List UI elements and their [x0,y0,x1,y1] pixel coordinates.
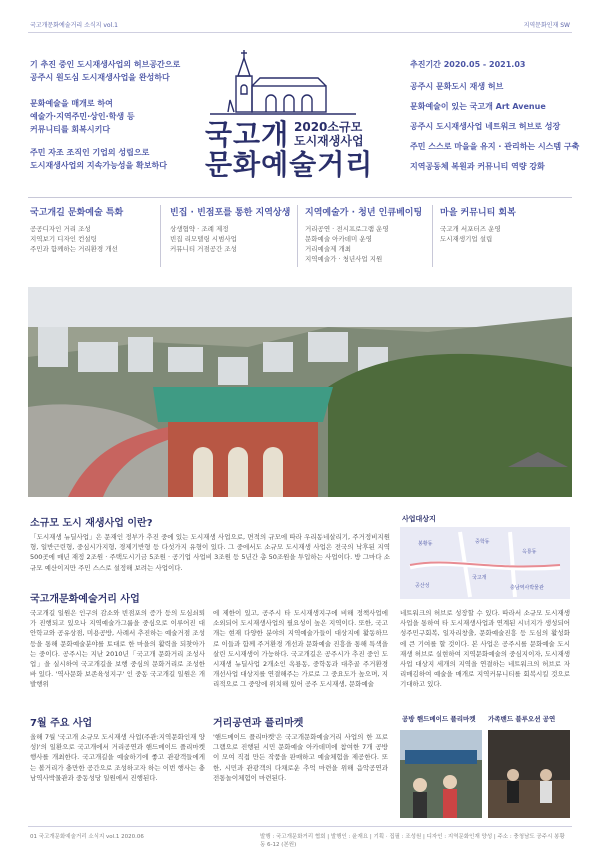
summary-item-4: 주민 스스로 마을을 유지 · 관리하는 시스템 구축 [410,142,580,151]
summary-item-1: 공주시 문화도시 재생 허브 [410,82,504,91]
summary-item-2: 문화예술이 있는 국고개 Art Avenue [410,102,546,111]
subtitle-line-1: 2020소규모 [294,120,363,134]
intro-line: 기 추진 중인 도시재생사업의 허브공간으로 [30,60,181,69]
photo-caption-market: 공방 핸드메이드 플리마켓 [402,715,476,723]
footer [30,832,570,848]
column-item: 도시재생기업 설립 [440,235,493,243]
subtitle-line-2: 도시재생사업 [294,134,364,148]
column-item: 국고개 서포터즈 운영 [440,225,501,233]
column-title: 지역예술가 · 청년 인큐베이팅 [305,208,423,218]
intro-line: 공주시 원도심 도시재생사업을 완성하다 [30,73,170,82]
intro-paragraph-1 [30,58,180,84]
column-divider [297,205,298,267]
section-body-street-mid: 에 제한이 있고, 공주시 타 도시재생지구에 비해 정책사업에 소외되어 도시재생사업의 필요성이 높은 지역이다. 또한, 국고개는 현재 다양한 분야의 지역예술가들이 대상지에 활동하므로 이들과 함께 주거환경 개선과 문화예술 진흥을 통해 특색을 살린 도시재생이 가능하다. 국고개길은 공주시가 추진 중인 도시재생 뉴딜사업 2개소인 옥룡동, 중학동과 대추골 주거환경개선사업 대상지를 연결해주는 가로로 그 중요도가 높으며, 지리적으로 그 중앙에 위치해 있어 공주 도시재생, 문화예술 [213,609,388,689]
intro-paragraph-2 [30,97,135,136]
section-body-performance: '핸드메이드 플리마켓'은 국고개문화예술거리 사업의 한 프로그램으로 진행된 시민 문화예술 아카데미에 참여한 7개 공방이 모여 직접 만든 작품을 판매하고 예술체험을 제공한다. 또한, 시민과 관광객의 다채로운 추억 마련을 위해 음악공연과 전통놀이체험이 마련된다. [213,733,388,782]
title-line-2: 문화예술거리 [205,148,374,181]
map-label: 중학동 [475,539,490,545]
map-label: 국고개 [472,575,487,581]
map-label: 옥룡동 [522,549,537,555]
column-item: 상생협약 · 조례 제정 [170,225,229,233]
header-left: 국고개문화예술거리 소식지 vol.1 [30,22,118,29]
intro-line: 도시재생사업의 지속가능성을 확보하다 [30,161,167,170]
column-item: 지역보기 디자인 컨설팅 [30,235,97,243]
church-logo-icon [208,48,358,120]
column-culture [30,205,160,254]
intro-line: 주민 자조 조직인 기업의 성립으로 [30,148,150,157]
photo-caption-band: 가족밴드 블루오션 공연 [488,715,556,723]
section-body-july: 올해 7월 '국고개 소규모 도시재생 사업(주관:지역문화인재 양성)'의 일환으로 국고개에서 거리공연과 핸드메이드 플리마켓 행사를 개최한다. 국고개길을 예술하기에 좋고 관광객들에게는 볼거리가 충만한 공간으로 조성하고자 하는 이번 행사는 충남역사박물관과 중동성당 일원에서 진행된다. [30,733,205,782]
street-photo-image [28,287,572,497]
section-title-small-regen: 소규모 도시 재생사업 이란? [30,518,153,529]
title-line-1: 국고개 [205,118,290,151]
section-body-street-right: 네트워크의 허브로 성장할 수 있다. 따라서 소규모 도시재생 사업을 통하여 타 도시재생사업과 연계된 시너지가 생성되어 성주민구회복, 일자리창출, 문화예술진흥 등 도심의 활성화에 큰 기여를 할 것이다. 본 사업은 공주시를 문화예술 도시재생 허브로 실현하여 지역문화예술의 중심지이자, 도시재생사업 대상지 세개의 지역을 연결하는 네트워크의 허브로 자리매김하여 예술을 매개로 지역커뮤니티를 회복시킬 것으로 기대하고 있다. [400,609,570,689]
intro-paragraph-3 [30,146,167,172]
section-body-street-left: 국고개길 일원은 인구의 감소와 빈점포의 증가 등의 도심쇠퇴가 진행되고 있으나 지역예술가그룹을 중심으로 이루어진 대안학교와 공유상점, 미용공방, 사례서 추진하는 예술거점 조성 등을 통해 문화예술분야를 토대로 한 마을의 활력을 되찾아가는 중이다. 공주시는 지난 2010년「국고개 문화거리 조성사업」을 실시하여 국고개길을 보행 중심의 문화거리로 조성한 바 있다. '역사문화 보존육성지구' 인 중동 국고개길 일원은 개발행위 [30,609,205,689]
column-title: 빈집 · 빈점포를 통한 지역상생 [170,208,291,218]
band-photo [488,730,570,818]
column-item: 주민과 함께하는 거리환경 개선 [30,245,118,253]
footer-divider [28,826,572,827]
intro-line: 예술가·지역주민·상인·학생 등 [30,112,135,121]
column-community [440,205,570,244]
site-map [400,527,570,599]
header-bar [30,20,570,29]
header-right: 지역문화인재 SW [523,22,570,29]
map-label: 공산성 [415,583,430,589]
column-item: 문화예술 아카데미 운영 [305,235,372,243]
market-photo [400,730,482,818]
summary-item-5: 지역공동체 복원과 커뮤니티 역량 강화 [410,162,545,171]
column-title: 마을 커뮤니티 회복 [440,208,516,218]
column-artists [305,205,435,264]
band-photo-image [488,730,570,818]
section-title-july: 7월 주요 사업 [30,718,93,729]
section-body-small-regen: 「도시재생 뉴딜사업」은 문재인 정부가 추진 중에 있는 도시재생 사업으로, 면적의 규모에 따라 우리동네살리기, 주거정비지원형, 일반근린형, 중심시가지형, 경제기반형 등 다섯가지 유형이 있다. 그 중에서도 소규모 도시재생 사업은 전국의 낙후된 지역 500곳에 매년 재정 2조원 · 주택도시기금 5조원 · 공기업 사업비 3조원 등 5년간 총 50조원을 투입하는 사업이다. 방 그마다 소규모 예산이지만 주민 스스로 설정해 보려는 사업이다. [30,533,390,572]
divider [28,197,572,198]
intro-line: 문화예술을 매개로 하여 [30,99,113,108]
column-item: 커뮤니티 거점공간 조성 [170,245,237,253]
market-photo-image [400,730,482,818]
map-label: 충남역사박물관 [510,585,544,591]
intro-line: 커뮤니티를 회복시키다 [30,125,111,134]
column-item: 빈집 리모델링 시범사업 [170,235,237,243]
section-title-street-project: 국고개문화예술거리 사업 [30,594,140,605]
footer-credits: 발행 : 국고개문화거리 협회 | 발행인 : 윤재요 | 기획 · 집필 : 조성원 | 디자인 : 지역문화인재 양성 | 주소 : 충청남도 공주시 봉황동 6-12 (본원) [260,834,565,848]
column-item: 공공디자인 거리 조성 [30,225,91,233]
column-divider [160,205,161,267]
summary-item-3: 공주시 도시재생사업 네트워크 허브로 성장 [410,122,561,131]
column-title: 국고개길 문화예술 특화 [30,208,124,218]
section-title-performance: 거리공연과 플리마켓 [213,718,304,729]
map-label: 봉황동 [418,541,433,547]
street-photo [28,287,572,497]
column-divider [432,205,433,267]
header-divider [28,32,572,33]
map-title: 사업대상지 [402,515,436,523]
footer-left: 01 국고개문화예술거리 소식지 vol.1 2020.06 [30,834,144,840]
column-item: 거리공연 · 전시프로그램 운영 [305,225,389,233]
subtitle [294,120,364,148]
site-map-image [400,527,570,599]
column-item: 지역예술가 · 청년사업 지원 [305,255,383,263]
column-item: 거리예술제 개최 [305,245,352,253]
column-vacant [170,205,300,254]
summary-period: 추진기간 2020.05 - 2021.03 [410,60,526,69]
